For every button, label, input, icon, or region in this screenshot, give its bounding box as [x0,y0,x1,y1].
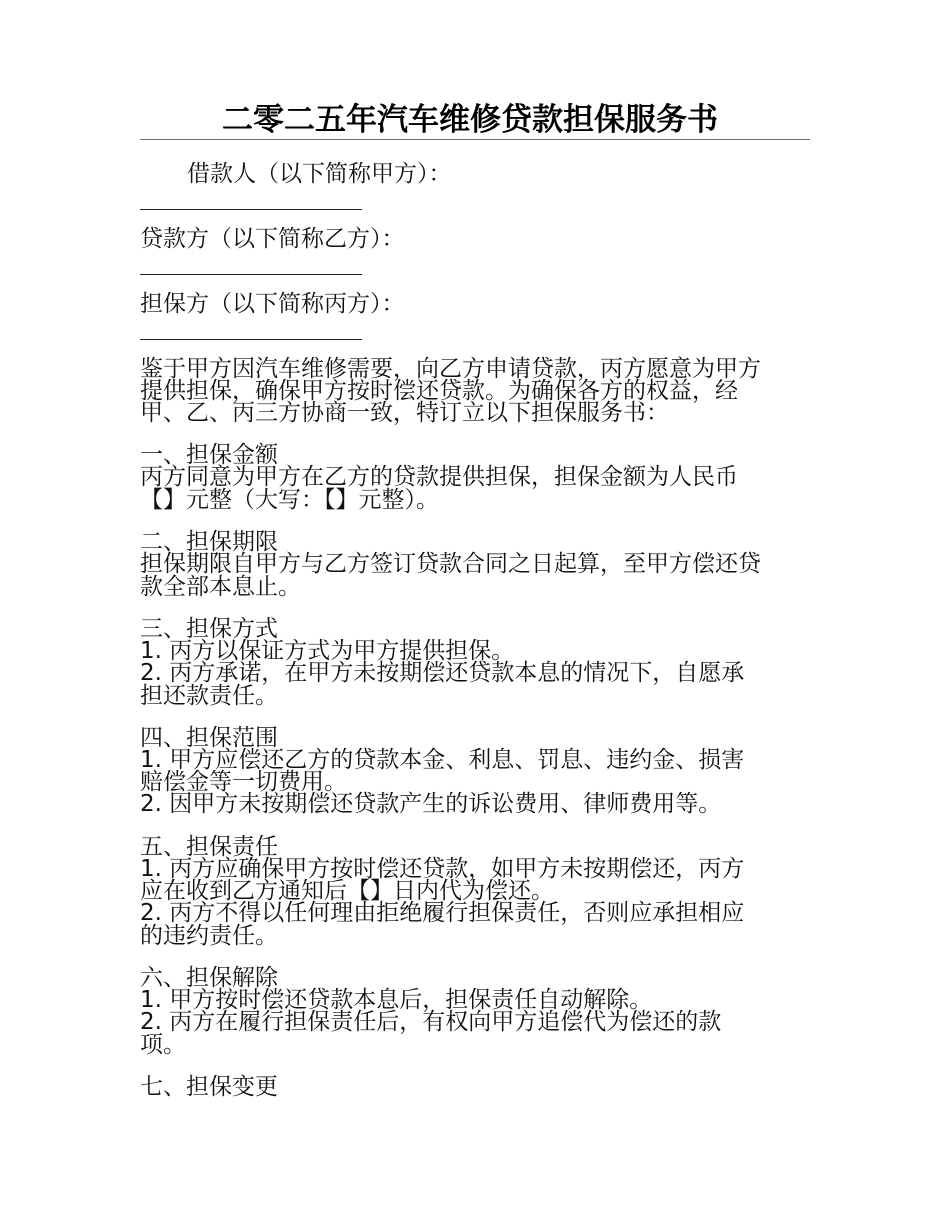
document-title: 二零二五年汽车维修贷款担保服务书 [222,102,718,138]
section-line: 1. 丙方以保证方式为甲方提供担保。 [140,638,515,664]
section-line: 1. 丙方应确保甲方按时偿还贷款，如甲方未按期偿还，丙方 [140,856,745,882]
section-heading: 五、担保责任 [140,834,278,860]
section-line: 2. 因甲方未按期偿还贷款产生的诉讼费用、律师费用等。 [140,791,722,817]
section-heading: 七、担保变更 [140,1074,278,1100]
section-heading: 一、担保金额 [140,442,278,468]
section-heading: 二、担保期限 [140,529,278,555]
section-heading: 三、担保方式 [140,616,278,642]
preamble-line: 甲、乙、丙三方协商一致，特订立以下担保服务书： [140,400,669,426]
section-line: 丙方同意为甲方在乙方的贷款提供担保，担保金额为人民币 [140,464,738,490]
section-line: 项。 [140,1032,186,1058]
section-line: 【】元整（大写：【】元整）。 [140,487,439,513]
section-line: 2. 丙方在履行担保责任后，有权向甲方追偿代为偿还的款 [140,1009,722,1035]
title-underline [140,139,810,140]
guarantor-label: 担保方（以下简称丙方）： [140,291,405,317]
lender-blank-line [140,274,362,275]
section-line: 1. 甲方应偿还乙方的贷款本金、利息、罚息、违约金、损害 [140,747,745,773]
preamble-line: 提供担保，确保甲方按时偿还贷款。为确保各方的权益，经 [140,378,738,404]
borrower-label: 借款人（以下简称甲方）： [187,161,452,187]
section-line: 2. 丙方不得以任何理由拒绝履行担保责任，否则应承担相应 [140,900,745,926]
section-line: 款全部本息止。 [140,574,301,600]
preamble-line: 鉴于甲方因汽车维修需要，向乙方申请贷款，丙方愿意为甲方 [140,356,761,382]
section-line: 2. 丙方承诺，在甲方未按期偿还贷款本息的情况下，自愿承 [140,660,745,686]
section-line: 担还款责任。 [140,683,278,709]
borrower-blank-line [140,209,362,210]
section-line: 担保期限自甲方与乙方签订贷款合同之日起算，至甲方偿还贷 [140,551,761,577]
section-line: 1. 甲方按时偿还贷款本息后，担保责任自动解除。 [140,987,653,1013]
lender-label: 贷款方（以下简称乙方）： [140,226,405,252]
section-line: 赔偿金等一切费用。 [140,769,347,795]
section-heading: 四、担保范围 [140,725,278,751]
section-line: 应在收到乙方通知后【】日内代为偿还。 [140,878,554,904]
section-line: 的违约责任。 [140,923,278,949]
section-heading: 六、担保解除 [140,965,278,991]
guarantor-blank-line [140,339,362,340]
